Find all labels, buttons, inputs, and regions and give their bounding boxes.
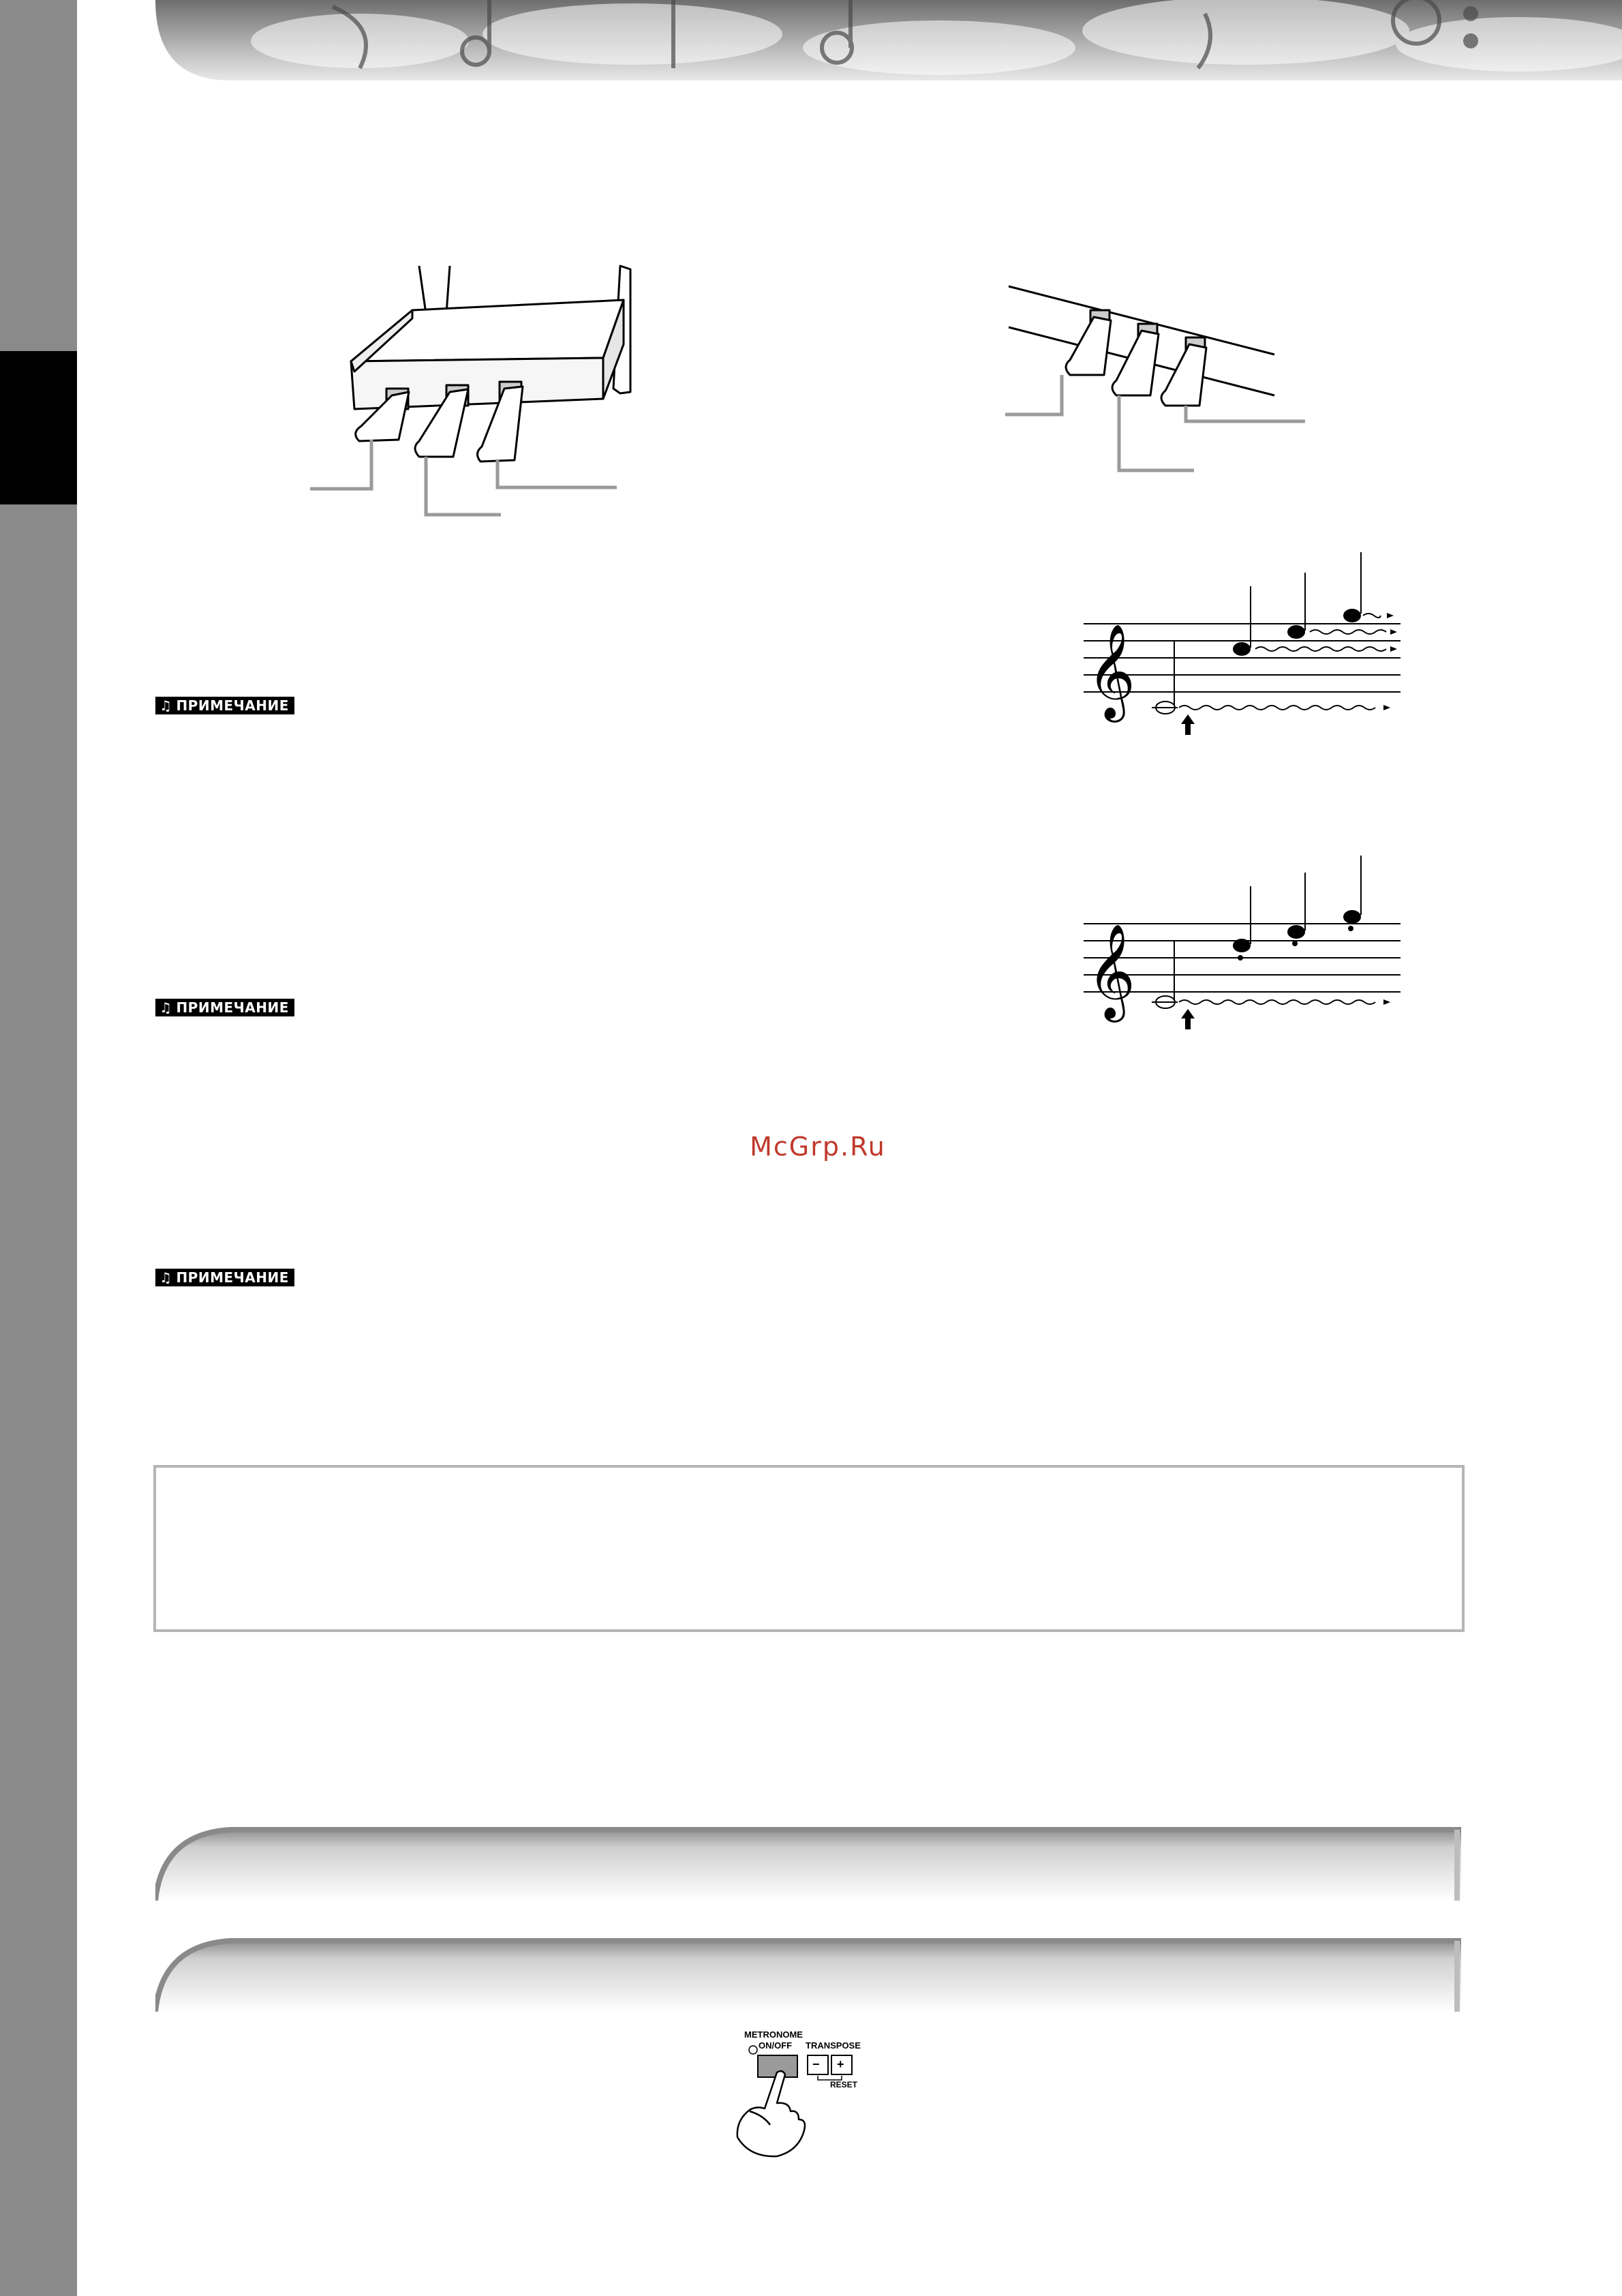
info-box bbox=[153, 1465, 1465, 1632]
pedal-box-illustration bbox=[310, 262, 664, 522]
staff-notation-sustain bbox=[1077, 552, 1404, 743]
header-banner bbox=[155, 0, 1622, 80]
metronome-label: METRONOME bbox=[744, 2029, 803, 2040]
treble-clef-icon: 𝄞 bbox=[1087, 624, 1135, 719]
metronome-lamp-icon bbox=[749, 2046, 757, 2054]
section-title-bar bbox=[155, 1827, 1461, 1901]
staff-notation-sostenuto bbox=[1077, 852, 1404, 1043]
control-panel-illustration bbox=[722, 2029, 900, 2158]
reset-label: RESET bbox=[830, 2080, 858, 2089]
transpose-label: TRANSPOSE bbox=[806, 2040, 861, 2051]
watermark: McGrp.Ru bbox=[750, 1132, 886, 1162]
side-chapter-tab bbox=[0, 351, 77, 504]
pointing-hand-icon bbox=[737, 2071, 805, 2156]
piano-pedals-illustration bbox=[1002, 280, 1315, 484]
music-note-icon: ♫ bbox=[159, 697, 172, 714]
plus-label: + bbox=[837, 2057, 844, 2071]
on-off-label: ON/OFF bbox=[759, 2040, 793, 2051]
music-note-icon: ♫ bbox=[159, 1269, 172, 1286]
up-arrow-icon bbox=[1181, 1009, 1195, 1029]
up-arrow-icon bbox=[1181, 714, 1195, 735]
treble-clef-icon: 𝄞 bbox=[1087, 924, 1135, 1018]
note-label: ♫ ПРИМЕЧАНИЕ bbox=[155, 999, 294, 1016]
note-label: ♫ ПРИМЕЧАНИЕ bbox=[155, 697, 294, 714]
note-label: ♫ ПРИМЕЧАНИЕ bbox=[155, 1269, 294, 1286]
side-bar bbox=[0, 0, 77, 2296]
minus-label: − bbox=[812, 2057, 820, 2071]
music-note-icon: ♫ bbox=[159, 999, 172, 1016]
section-title-bar bbox=[155, 1938, 1461, 2012]
